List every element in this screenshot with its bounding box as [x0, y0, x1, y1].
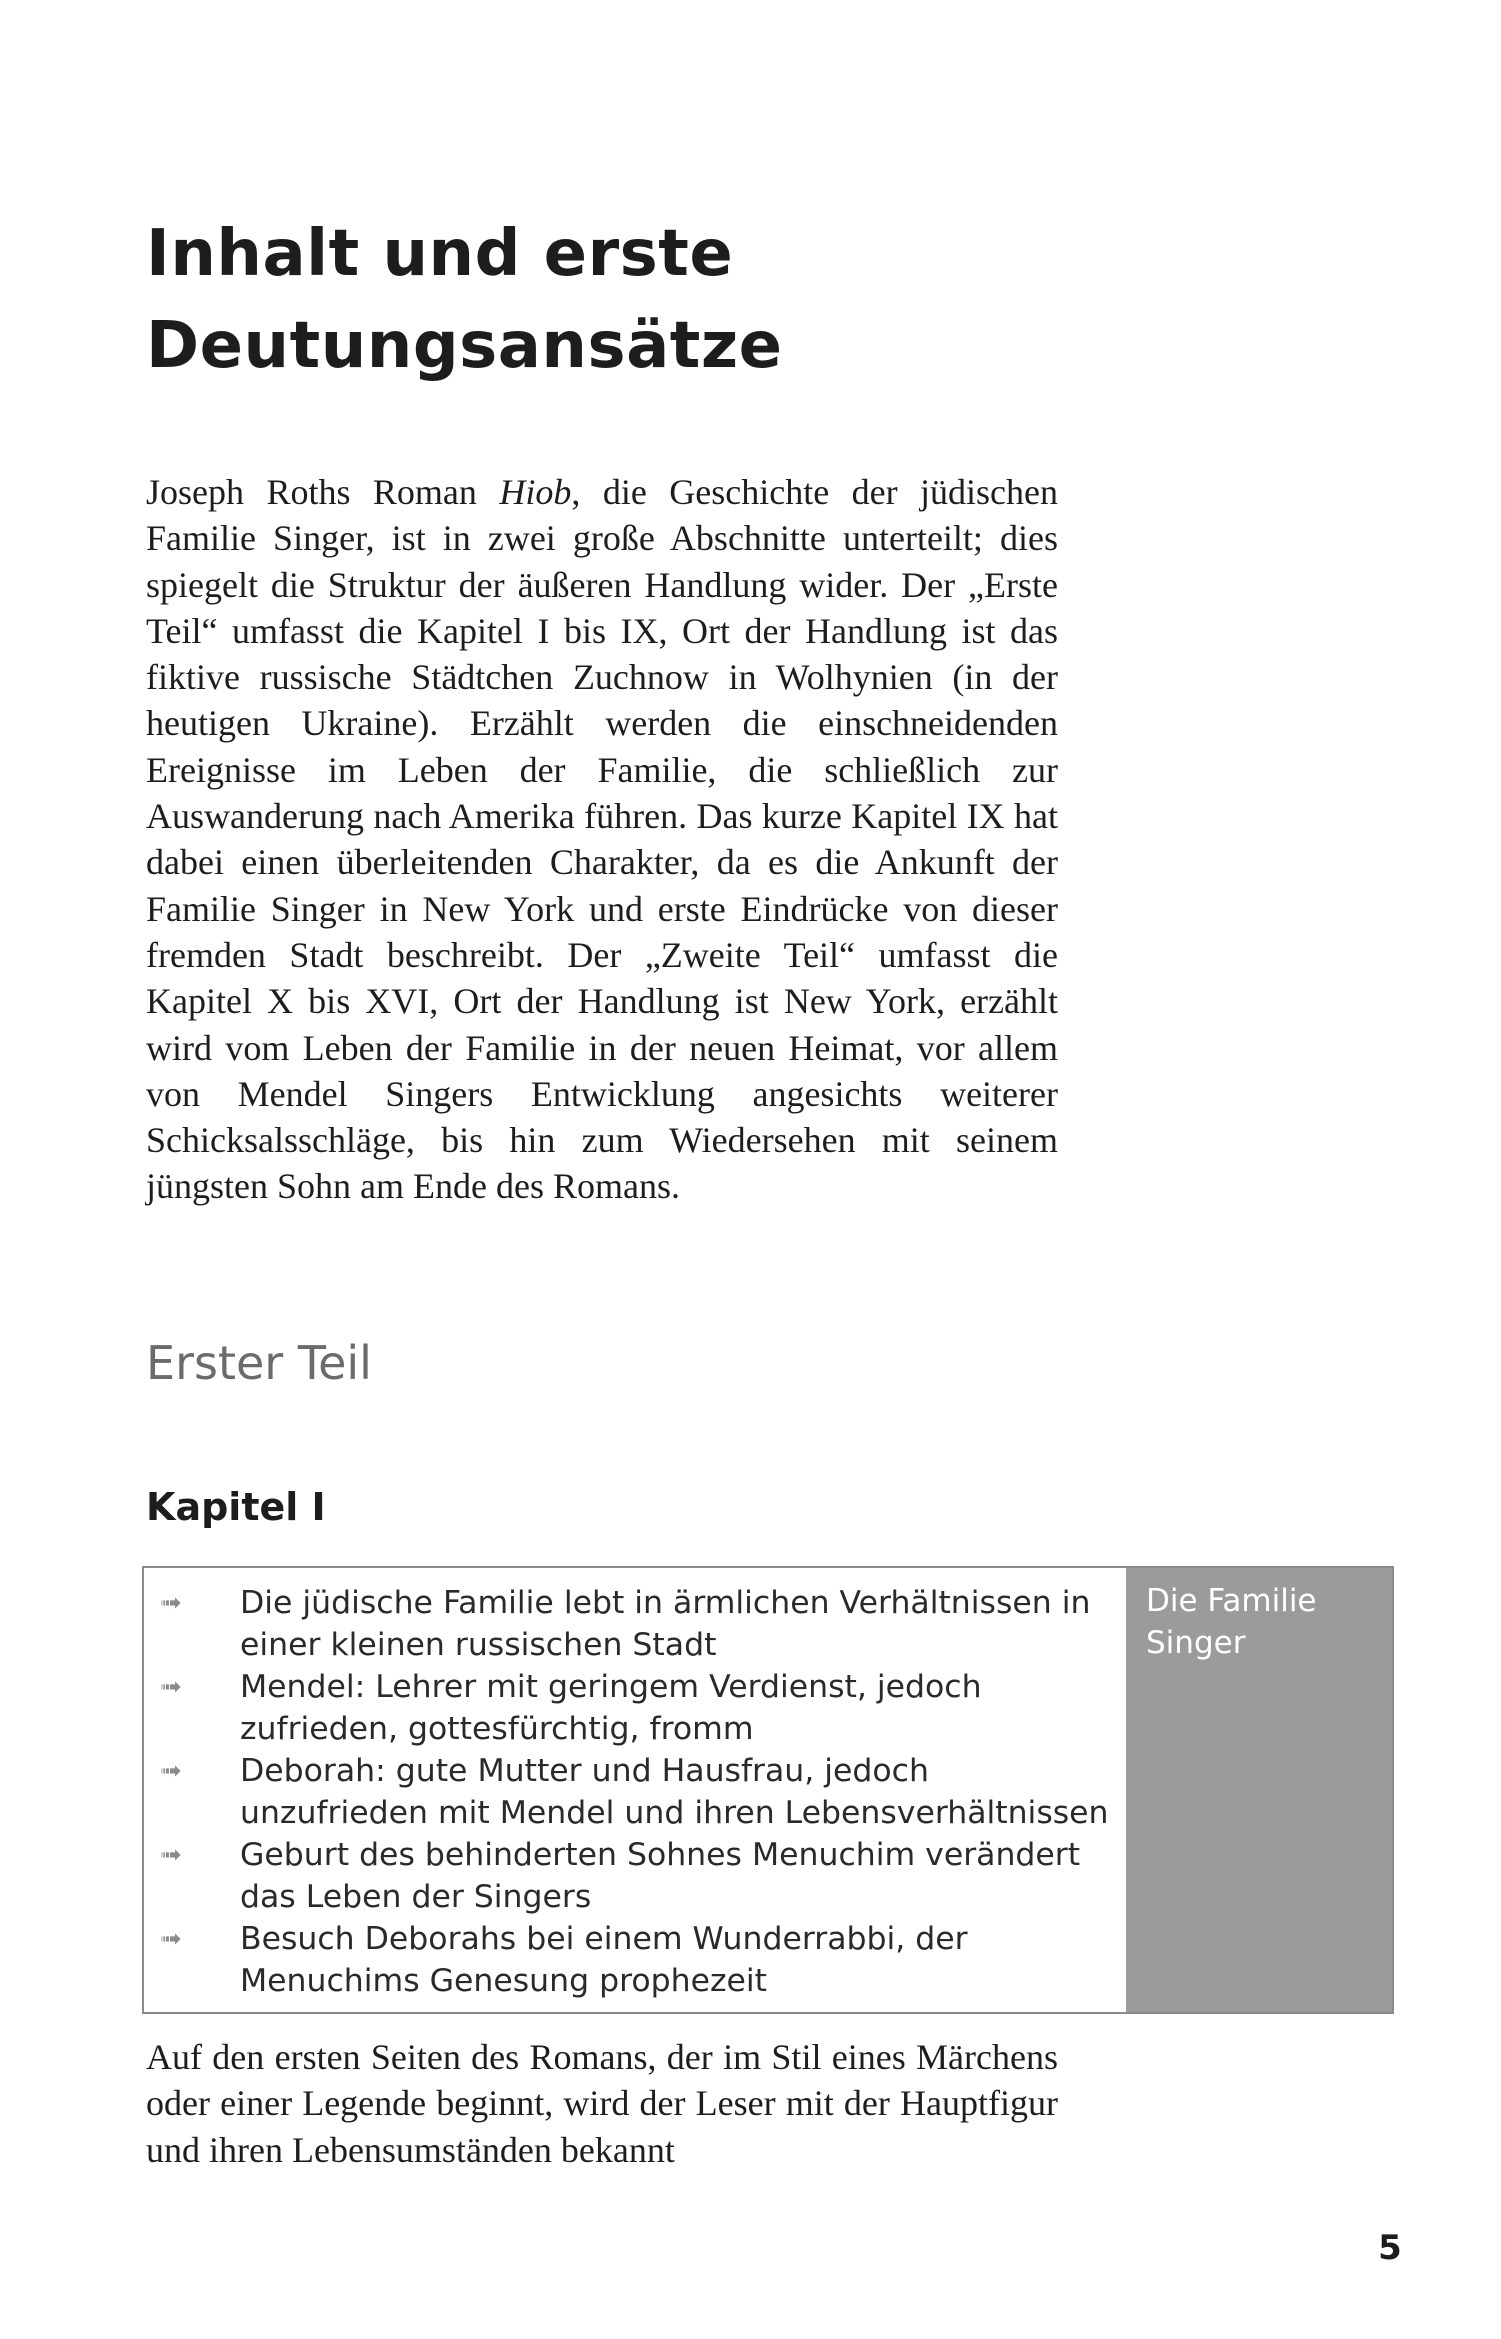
summary-item: [144, 1918, 1128, 2002]
summary-item-text: Die jüdische Familie lebt in ärmlichen Verhältnissen in einer kleinen russischen Stadt: [240, 1585, 1091, 1663]
book-title: Hiob: [499, 472, 572, 512]
page-number: 5: [1378, 2228, 1402, 2268]
summary-item: [144, 1666, 1128, 1750]
chapter-summary-box: [142, 1566, 1394, 2014]
arrow-right-icon: ➟: [160, 1756, 182, 1786]
part-heading: Erster Teil: [146, 1336, 372, 1390]
summary-item: [144, 1834, 1128, 1918]
summary-item-text: Besuch Deborahs bei einem Wunderrabbi, der Menuchims Genesung prophezeit: [240, 1921, 968, 1999]
intro-text-rest: , die Geschichte der jüdischen Familie Singer, ist in zwei große Abschnitte unterteilt; dies spiegelt die Struktur der äußeren Handlung wider. Der „Erste Teil“ umfasst die Kapitel I bis IX, Ort der Handlung ist das fiktive russische Städtchen Zuchnow in Wolhynien (in der heutigen Ukraine). Erzählt werden die einschneidenden Ereignisse im Leben der Familie, die schließlich zur Auswanderung nach Amerika führen. Das kurze Kapitel IX hat dabei einen überleitenden Charakter, da es die Ankunft der Familie Singer in New York und erste Eindrücke von dieser fremden Stadt beschreibt. Der „Zweite Teil“ umfasst die Kapitel X bis XVI, Ort der Handlung ist New York, erzählt wird vom Leben der Familie in der neuen Heimat, vor allem von Mendel Singers Entwicklung angesichts weiterer Schicksalsschläge, bis hin zum Wiedersehen mit seinem jüngsten Sohn am Ende des Romans.: [146, 472, 1059, 1207]
margin-label: [1146, 1580, 1372, 1664]
margin-label-cell: [1126, 1568, 1392, 2012]
section-heading: Kapitel I: [146, 1485, 326, 1529]
intro-text-start: Joseph Roths Roman: [146, 472, 500, 512]
chapter-title-line-1: Inhalt und erste: [146, 217, 734, 291]
arrow-right-icon: ➟: [160, 1924, 182, 1954]
summary-list: [144, 1568, 1128, 2012]
margin-label-line-1: Die Familie: [1146, 1583, 1317, 1619]
chapter-title: [146, 208, 1146, 392]
margin-label-line-2: Singer: [1146, 1625, 1246, 1661]
after-box-paragraph: Auf den ersten Seiten des Romans, der im Stil eines Märchens oder einer Legende beginnt, wird der Leser mit der Hauptfigur und ihren Lebensumständen bekannt: [146, 2037, 1058, 2170]
summary-item-text: Geburt des behinderten Sohnes Menuchim verändert das Leben der Singers: [240, 1837, 1081, 1915]
summary-item: [144, 1750, 1128, 1834]
arrow-right-icon: ➟: [160, 1672, 182, 1702]
summary-item-text: Mendel: Lehrer mit geringem Verdienst, jedoch zufrieden, gottesfürchtig, fromm: [240, 1669, 982, 1747]
summary-item: [144, 1582, 1128, 1666]
chapter-title-line-2: Deutungsansätze: [146, 309, 783, 383]
arrow-right-icon: ➟: [160, 1588, 182, 1618]
intro-paragraph: [146, 469, 1058, 1210]
summary-item-text: Deborah: gute Mutter und Hausfrau, jedoch unzufrieden mit Mendel und ihren Lebensverhältnissen: [240, 1753, 1109, 1831]
arrow-right-icon: ➟: [160, 1840, 182, 1870]
